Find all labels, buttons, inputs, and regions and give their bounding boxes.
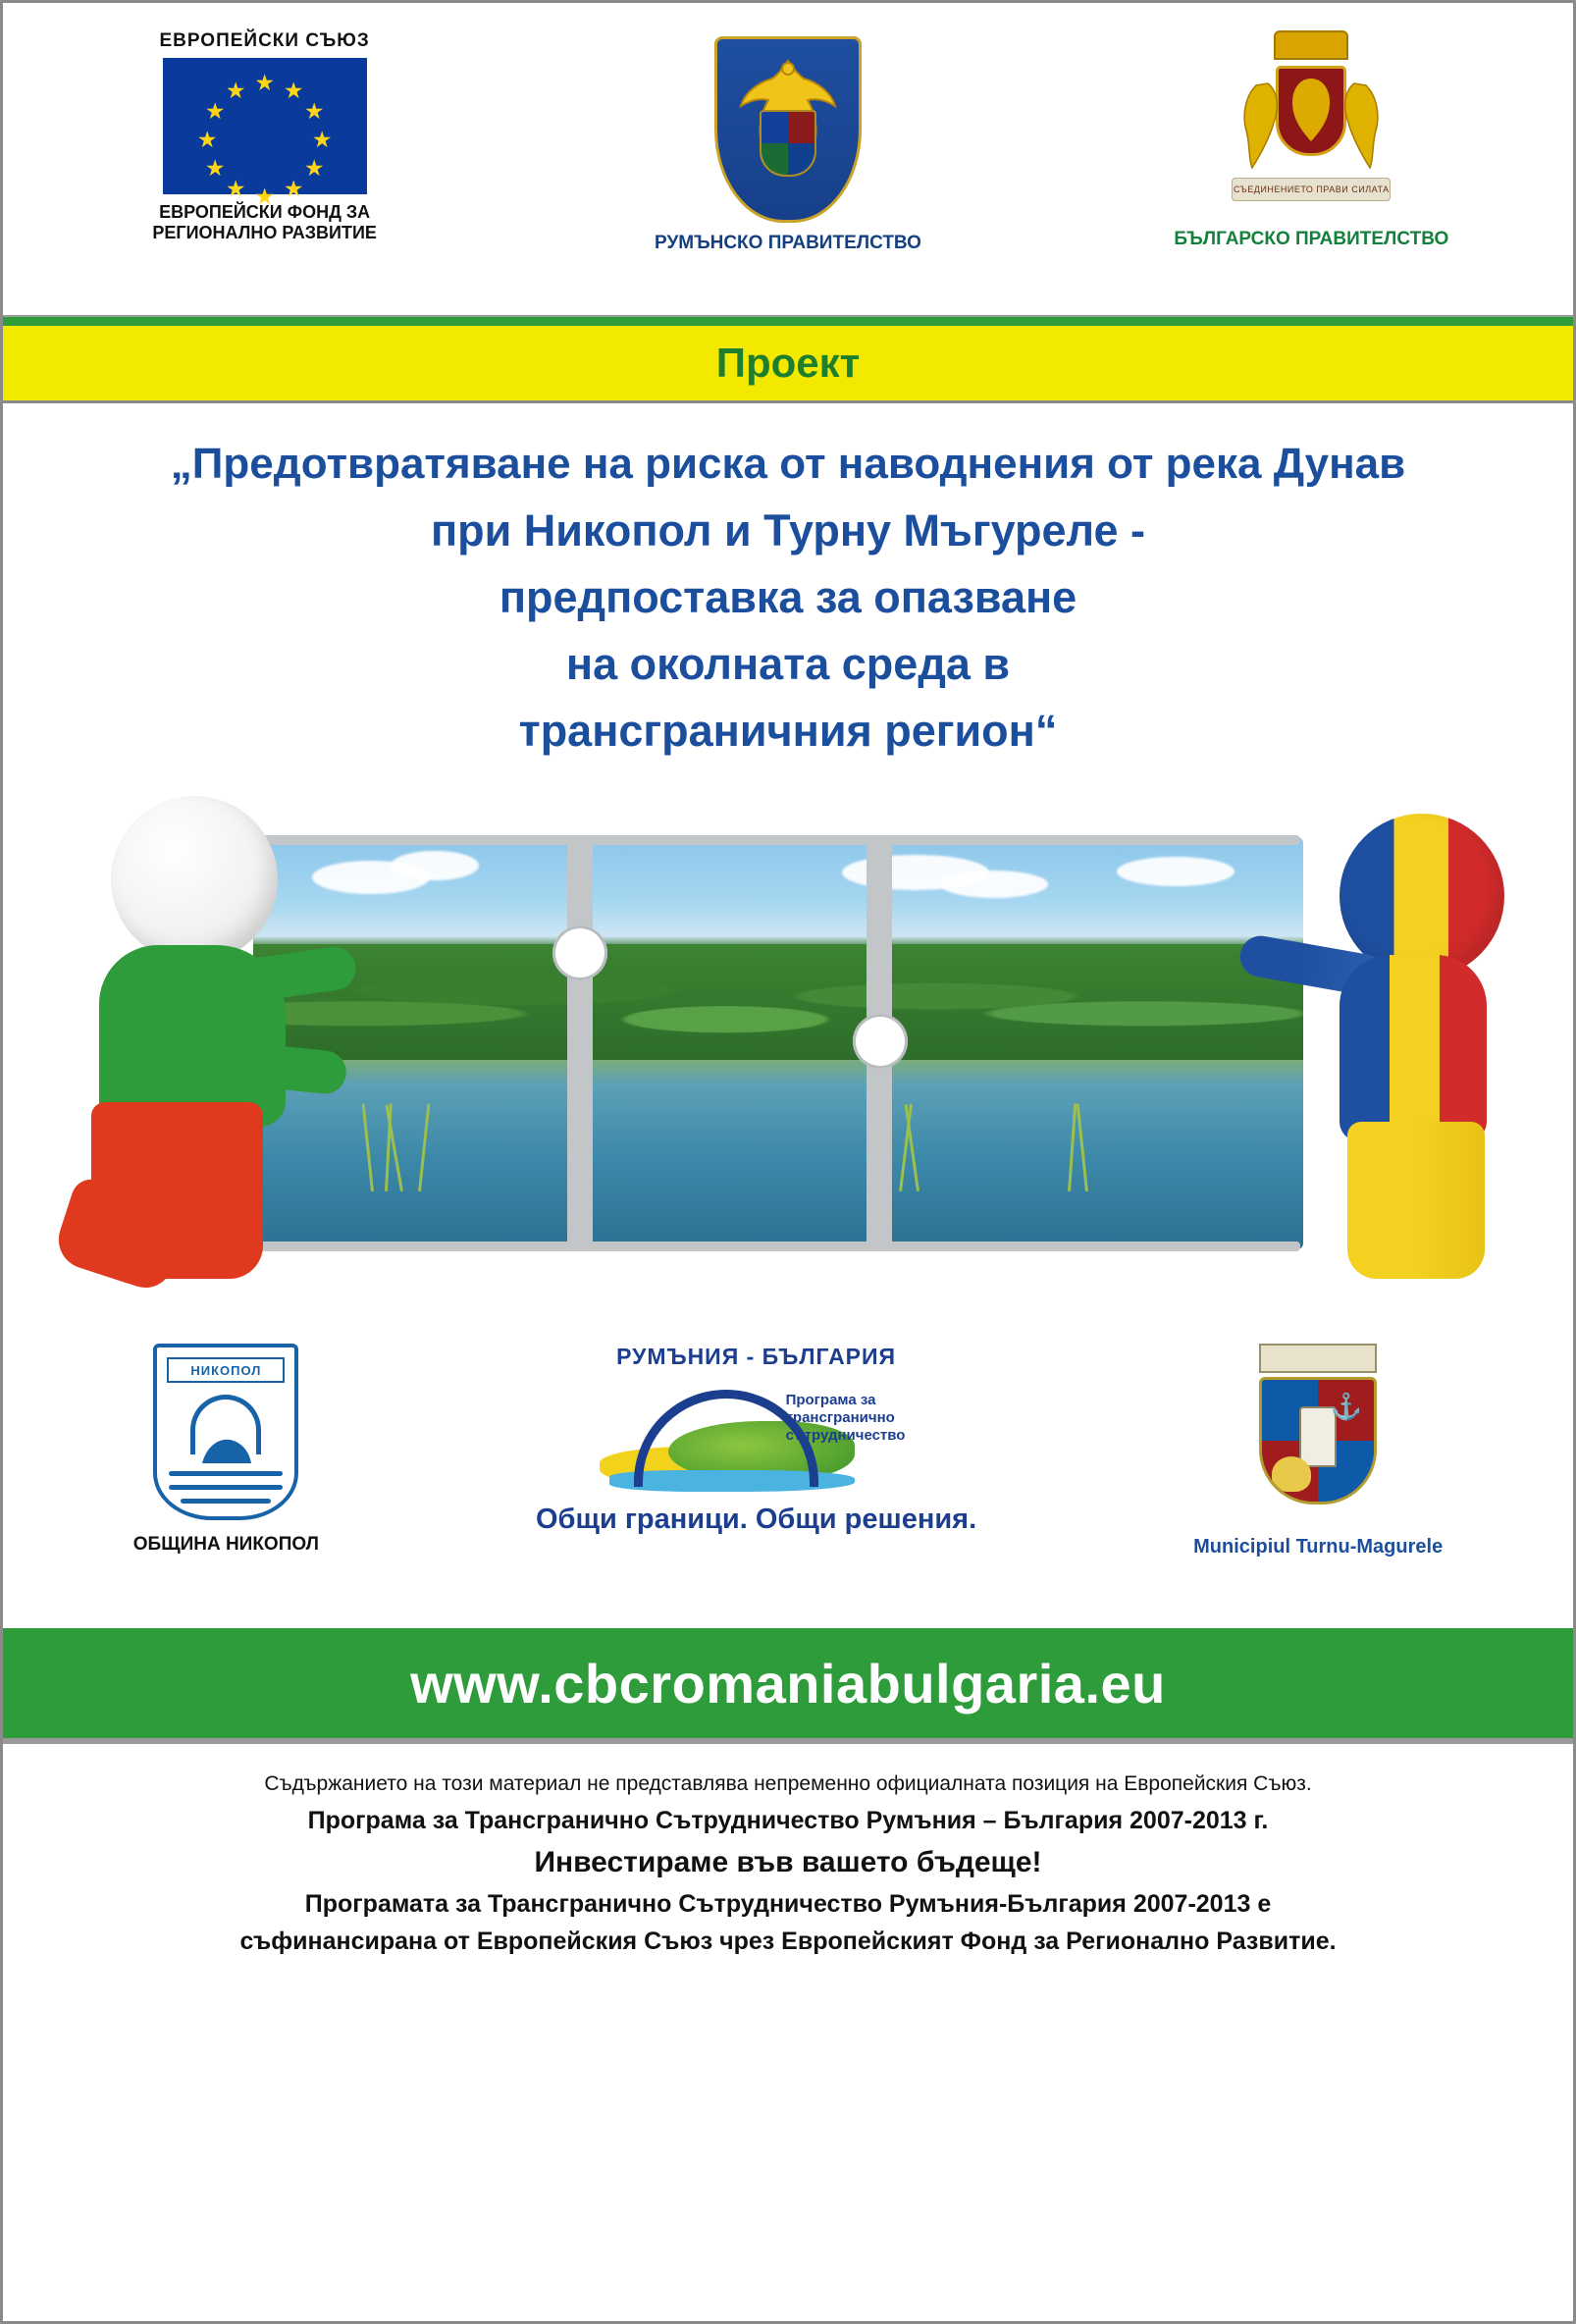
header-logos	[3, 3, 1573, 317]
eu-title: ЕВРОПЕЙСКИ СЪЮЗ	[159, 30, 370, 51]
romania-inner-shield	[760, 110, 816, 177]
title-line-1: „Предотвратяване на риска от наводнения от река Дунав	[170, 440, 1406, 488]
eu-fund-line1: ЕВРОПЕЙСКИ ФОНД ЗА	[159, 202, 371, 222]
turnu-magurele-caption: Municipiul Turnu-Magurele	[1193, 1536, 1444, 1558]
website-url[interactable]: www.cbcromaniabulgaria.eu	[410, 1652, 1166, 1715]
nikopol-caption: ОБЩИНА НИКОПОЛ	[132, 1534, 320, 1555]
partner-turnu-magurele	[1193, 1344, 1443, 1558]
programme-slogan: Общи граници. Общи решения.	[536, 1504, 977, 1535]
bulgaria-motto-ribbon: СЪЕДИНЕНИЕТО ПРАВИ СИЛАТА	[1232, 178, 1391, 201]
website-bar[interactable]	[3, 1628, 1573, 1744]
crowned-lion-icon	[1279, 69, 1343, 153]
nikopol-emblem-icon	[153, 1344, 298, 1520]
romania-government-caption: РУМЪНСКО ПРАВИТЕЛСТВО	[655, 233, 921, 253]
programme-subtitle-line3: сътрудничество	[785, 1427, 906, 1444]
programme-subtitle-line1: Програма за	[785, 1392, 876, 1408]
turnu-magurele-coat-of-arms-icon	[1239, 1344, 1396, 1522]
figure-right-legs	[1347, 1122, 1485, 1279]
project-title	[3, 403, 1573, 765]
crown-icon	[1274, 30, 1348, 60]
nikopol-lion-icon	[196, 1430, 257, 1469]
turnu-lion-icon	[1272, 1456, 1311, 1492]
puzzle-edge-bottom	[256, 1241, 1300, 1251]
puzzle-illustration	[3, 778, 1573, 1328]
romania-coat-of-arms-icon	[714, 36, 862, 223]
programme-top-label: РУМЪНИЯ - БЪЛГАРИЯ	[616, 1344, 897, 1369]
bulgaria-government-caption: БЪЛГАРСКО ПРАВИТЕЛСТВО	[1174, 229, 1449, 249]
title-line-4: на околната среда в	[565, 639, 1011, 689]
nikopol-emblem-label: НИКОПОЛ	[167, 1357, 285, 1383]
programme-subtitle-line2: трансгранично	[785, 1409, 895, 1426]
title-line-3: предпоставка за опазване	[499, 572, 1077, 622]
figure-left-head	[111, 796, 278, 963]
romania-logo-block	[577, 3, 999, 254]
partner-logos	[3, 1334, 1573, 1628]
title-line-2: при Никопол и Турну Мъгуреле -	[430, 505, 1146, 555]
eu-logo-block	[54, 3, 476, 243]
landscape-photo-puzzle	[253, 837, 1303, 1249]
footer-financing-line2: съфинансирана от Европейския Съюз чрез Европейският Фонд за Регионално Развитие.	[239, 1928, 1337, 1955]
figure-right-body	[1340, 955, 1487, 1141]
footer-slogan: Инвестираме във вашето бъдеще!	[534, 1846, 1042, 1878]
programme-subtitle	[786, 1392, 933, 1445]
turnu-shield	[1259, 1377, 1377, 1505]
partner-programme	[501, 1344, 1012, 1536]
mural-crown-icon	[1259, 1344, 1377, 1373]
puzzle-notch-1	[552, 925, 607, 980]
figure-romania	[1269, 778, 1524, 1269]
bulgaria-logo-block	[1100, 3, 1522, 250]
eu-fund-line2: РЕГИОНАЛНО РАЗВИТИЕ	[152, 223, 377, 242]
puzzle-notch-2	[853, 1014, 908, 1069]
bulgaria-coat-of-arms-icon	[1225, 30, 1397, 219]
title-line-5: трансграничния регион“	[518, 706, 1058, 756]
footer-financing-line1: Програмата за Трансгранично Сътрудничество Румъния-България 2007-2013 е	[304, 1890, 1272, 1918]
partner-nikopol	[133, 1344, 319, 1556]
eu-flag-icon: ★ ★ ★ ★ ★ ★ ★ ★ ★ ★ ★ ★	[163, 58, 367, 194]
lion-supporter-left-icon	[1229, 74, 1286, 176]
figure-left-body	[99, 945, 286, 1127]
footer-disclaimer: Съдържанието на този материал не представлява непременно официалната позиция на Европейския Съюз.	[264, 1772, 1312, 1795]
programme-logo-icon	[580, 1376, 933, 1494]
figure-bulgaria	[52, 778, 327, 1298]
puzzle-edge-top	[256, 835, 1300, 845]
project-banner	[3, 317, 1573, 403]
puzzle-seam-1	[567, 839, 593, 1249]
footer-programme: Програма за Трансгранично Сътрудничество Румъния – България 2007-2013 г.	[307, 1807, 1269, 1834]
footer	[3, 1744, 1573, 1970]
anchor-icon: ⚓	[1330, 1392, 1363, 1421]
lion-supporter-right-icon	[1337, 74, 1393, 176]
project-banner-label: Проект	[715, 340, 861, 386]
